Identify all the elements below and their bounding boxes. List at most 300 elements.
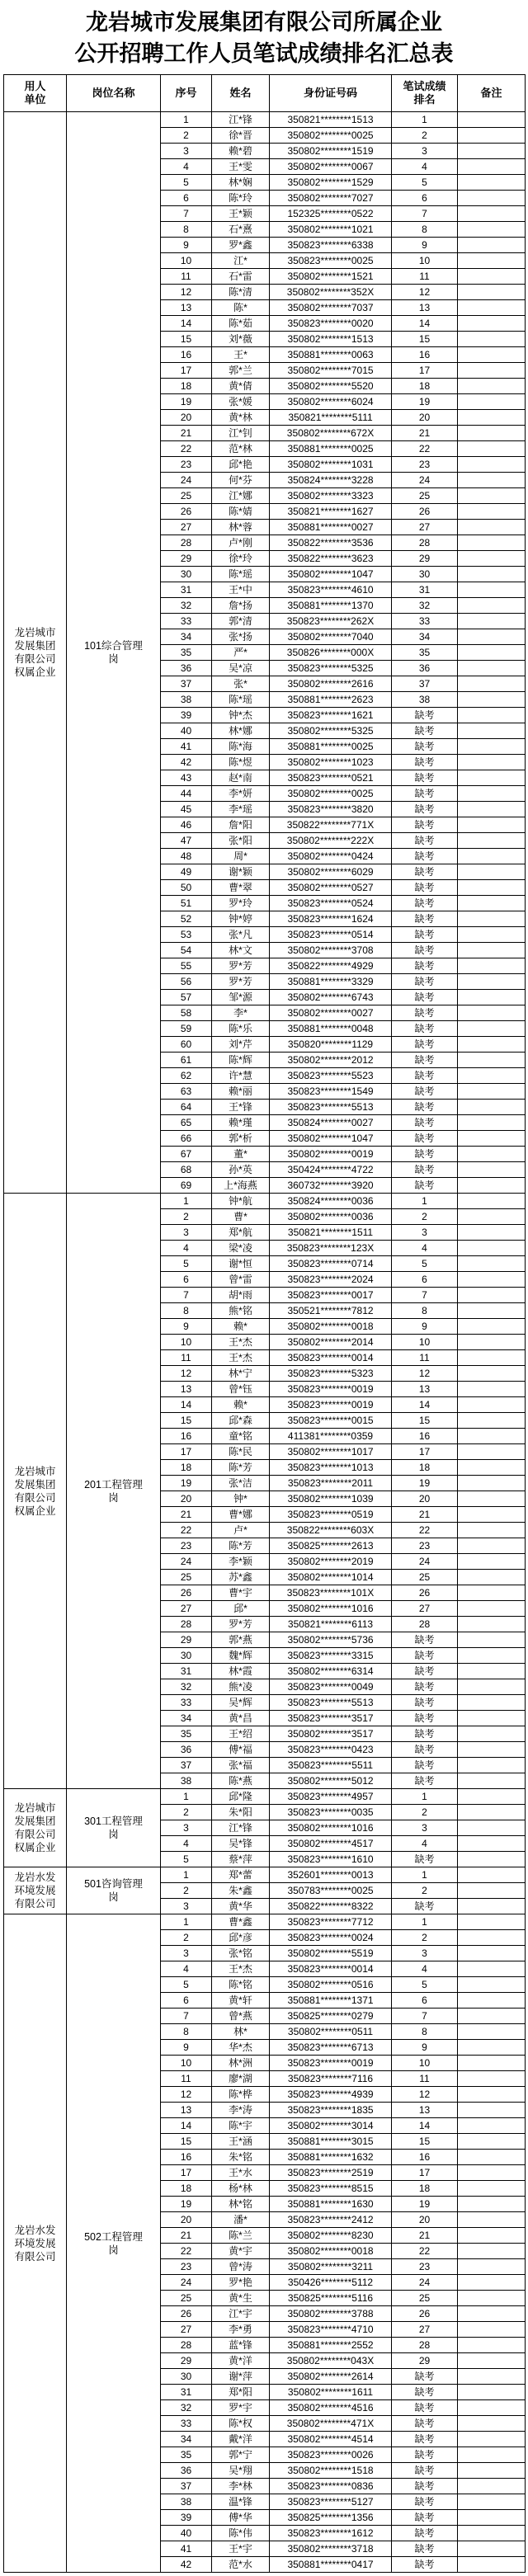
id-cell: 350823********2412 — [270, 2212, 392, 2228]
seq-cell: 19 — [161, 394, 212, 410]
name-cell: 陈*兰 — [212, 2228, 270, 2244]
id-cell: 350802********0036 — [270, 1209, 392, 1225]
rank-cell: 35 — [392, 645, 458, 661]
name-cell: 上*海燕 — [212, 1178, 270, 1194]
name-cell: 陈*芳 — [212, 1460, 270, 1476]
id-cell: 350802********2614 — [270, 2369, 392, 2385]
rank-cell: 缺考 — [392, 2463, 458, 2479]
seq-cell: 54 — [161, 943, 212, 958]
remark-cell — [458, 1241, 526, 1256]
name-cell: 吴*辉 — [212, 1695, 270, 1711]
rank-cell: 21 — [392, 426, 458, 441]
seq-cell: 35 — [161, 1726, 212, 1742]
name-cell: 钟* — [212, 1491, 270, 1507]
id-cell: 152325********0522 — [270, 206, 392, 222]
remark-cell — [458, 661, 526, 676]
id-cell: 350823********7712 — [270, 1914, 392, 1930]
id-cell: 350802********0018 — [270, 1319, 392, 1335]
name-cell: 吴*翔 — [212, 2463, 270, 2479]
remark-cell — [458, 2447, 526, 2463]
remark-cell — [458, 1899, 526, 1914]
rank-cell: 15 — [392, 1413, 458, 1429]
rank-cell: 缺考 — [392, 1084, 458, 1100]
seq-cell: 25 — [161, 2291, 212, 2306]
remark-cell — [458, 394, 526, 410]
rank-cell: 缺考 — [392, 1773, 458, 1789]
seq-cell: 20 — [161, 410, 212, 426]
remark-cell — [458, 551, 526, 567]
name-cell: 周* — [212, 849, 270, 864]
remark-cell — [458, 864, 526, 880]
seq-cell: 66 — [161, 1131, 212, 1147]
rank-cell: 1 — [392, 112, 458, 128]
seq-cell: 25 — [161, 1570, 212, 1585]
rank-cell: 缺考 — [392, 896, 458, 911]
rank-cell: 8 — [392, 2024, 458, 2040]
id-cell: 350823********0024 — [270, 1930, 392, 1946]
seq-cell: 8 — [161, 222, 212, 238]
remark-cell — [458, 629, 526, 645]
name-cell: 钟*杰 — [212, 708, 270, 723]
seq-cell: 41 — [161, 2541, 212, 2557]
name-cell: 王*杰 — [212, 1350, 270, 1366]
seq-cell: 51 — [161, 896, 212, 911]
seq-cell: 27 — [161, 2322, 212, 2338]
name-cell: 谢*颖 — [212, 864, 270, 880]
name-cell: 王*宇 — [212, 2541, 270, 2557]
id-cell: 350783********0025 — [270, 1883, 392, 1899]
name-cell: 曹*宇 — [212, 1585, 270, 1601]
id-cell: 350823********0019 — [270, 2056, 392, 2071]
remark-cell — [458, 191, 526, 206]
seq-cell: 38 — [161, 2494, 212, 2510]
remark-cell — [458, 958, 526, 974]
rank-cell: 12 — [392, 2087, 458, 2103]
seq-cell: 5 — [161, 1977, 212, 1993]
name-cell: 曹*娜 — [212, 1507, 270, 1523]
remark-cell — [458, 2432, 526, 2447]
remark-cell — [458, 410, 526, 426]
seq-cell: 2 — [161, 1209, 212, 1225]
remark-cell — [458, 2024, 526, 2040]
header-unit — [4, 75, 67, 112]
seq-cell: 2 — [161, 1805, 212, 1820]
name-cell: 张*扬 — [212, 629, 270, 645]
id-cell: 350802********0067 — [270, 159, 392, 175]
name-cell: 朱*铭 — [212, 2150, 270, 2165]
name-cell: 范*林 — [212, 441, 270, 457]
remark-cell — [458, 1789, 526, 1805]
name-cell: 林*娜 — [212, 723, 270, 739]
seq-cell: 42 — [161, 2557, 212, 2573]
remark-cell — [458, 911, 526, 927]
remark-cell — [458, 2212, 526, 2228]
name-cell: 罗*芳 — [212, 1617, 270, 1632]
seq-cell: 50 — [161, 880, 212, 896]
remark-cell — [458, 1194, 526, 1209]
post-label: 501咨询管理岗 — [84, 1878, 143, 1903]
seq-cell: 2 — [161, 1883, 212, 1899]
name-cell: 林*洲 — [212, 2056, 270, 2071]
id-cell: 350823********5325 — [270, 661, 392, 676]
remark-cell — [458, 2103, 526, 2118]
id-cell: 350802********2616 — [270, 676, 392, 692]
name-cell: 曾*雷 — [212, 1272, 270, 1288]
seq-cell: 14 — [161, 316, 212, 332]
rank-cell: 缺考 — [392, 2479, 458, 2494]
name-cell: 陈*瑶 — [212, 692, 270, 708]
id-cell: 350802********1031 — [270, 457, 392, 473]
rank-cell: 18 — [392, 2181, 458, 2197]
id-cell: 350802********5519 — [270, 1946, 392, 1961]
name-cell: 江*锋 — [212, 112, 270, 128]
header-name-label: 姓名 — [229, 87, 252, 99]
header-remark — [458, 75, 526, 112]
rank-cell: 22 — [392, 2244, 458, 2259]
seq-cell: 68 — [161, 1162, 212, 1178]
seq-cell: 21 — [161, 426, 212, 441]
remark-cell — [458, 1914, 526, 1930]
remark-cell — [458, 1491, 526, 1507]
seq-cell: 14 — [161, 2118, 212, 2134]
seq-cell: 53 — [161, 927, 212, 943]
remark-cell — [458, 1131, 526, 1147]
id-cell: 350822********3623 — [270, 551, 392, 567]
name-cell: 邱*艳 — [212, 457, 270, 473]
rank-cell: 3 — [392, 144, 458, 159]
rank-cell: 27 — [392, 2322, 458, 2338]
remark-cell — [458, 363, 526, 379]
seq-cell: 26 — [161, 504, 212, 520]
rank-cell: 缺考 — [392, 1726, 458, 1742]
remark-cell — [458, 1883, 526, 1899]
name-cell: 林*文 — [212, 943, 270, 958]
id-cell: 350823********5513 — [270, 1695, 392, 1711]
name-cell: 曹*翠 — [212, 880, 270, 896]
id-cell: 350825********0279 — [270, 2009, 392, 2024]
name-cell: 孙*英 — [212, 1162, 270, 1178]
remark-cell — [458, 817, 526, 833]
id-cell: 350802********8230 — [270, 2228, 392, 2244]
name-cell: 林*霞 — [212, 1664, 270, 1679]
seq-cell: 4 — [161, 1241, 212, 1256]
seq-cell: 28 — [161, 2338, 212, 2353]
remark-cell — [458, 2322, 526, 2338]
rank-cell: 38 — [392, 692, 458, 708]
id-cell: 350802********1021 — [270, 222, 392, 238]
id-cell: 350802********0027 — [270, 1005, 392, 1021]
seq-cell: 47 — [161, 833, 212, 849]
remark-cell — [458, 2510, 526, 2526]
rank-cell: 缺考 — [392, 2541, 458, 2557]
rank-cell: 24 — [392, 473, 458, 488]
seq-cell: 27 — [161, 520, 212, 535]
rank-cell: 16 — [392, 347, 458, 363]
id-cell: 350823********0521 — [270, 770, 392, 786]
id-cell: 350802********6029 — [270, 864, 392, 880]
remark-cell — [458, 1429, 526, 1444]
unit-cell — [4, 1914, 67, 2573]
name-cell: 郑*蕾 — [212, 1867, 270, 1883]
seq-cell: 3 — [161, 1946, 212, 1961]
id-cell: 350802********5520 — [270, 379, 392, 394]
rank-cell: 30 — [392, 567, 458, 582]
id-cell: 350802********7015 — [270, 363, 392, 379]
name-cell: 郑*航 — [212, 1225, 270, 1241]
name-cell: 梁*凌 — [212, 1241, 270, 1256]
seq-cell: 21 — [161, 1507, 212, 1523]
name-cell: 邱*彦 — [212, 1930, 270, 1946]
title-line-1: 龙岩城市发展集团有限公司所属企业 — [86, 10, 442, 35]
id-cell: 350823********0015 — [270, 1413, 392, 1429]
rank-cell: 缺考 — [392, 849, 458, 864]
id-cell: 350802********7027 — [270, 191, 392, 206]
id-cell: 350823********0025 — [270, 253, 392, 269]
seq-cell: 36 — [161, 2463, 212, 2479]
unit-label: 龙岩城市发展集团有限公司权属企业 — [14, 1465, 56, 1517]
seq-cell: 52 — [161, 911, 212, 927]
rank-cell: 4 — [392, 159, 458, 175]
seq-cell: 43 — [161, 770, 212, 786]
rank-cell: 缺考 — [392, 723, 458, 739]
seq-cell: 59 — [161, 1021, 212, 1037]
id-cell: 350822********8322 — [270, 1899, 392, 1914]
seq-cell: 57 — [161, 990, 212, 1005]
name-cell: 张* — [212, 676, 270, 692]
seq-cell: 27 — [161, 1601, 212, 1617]
rank-cell: 缺考 — [392, 1899, 458, 1914]
rank-cell: 31 — [392, 582, 458, 598]
id-cell: 350823********2519 — [270, 2165, 392, 2181]
seq-cell: 17 — [161, 363, 212, 379]
remark-cell — [458, 1617, 526, 1632]
name-cell: 王*绍 — [212, 1726, 270, 1742]
name-cell: 罗*宇 — [212, 2400, 270, 2416]
seq-cell: 29 — [161, 551, 212, 567]
remark-cell — [458, 1147, 526, 1162]
title-line-2: 公开招聘工作人员笔试成绩排名汇总表 — [74, 41, 454, 66]
header-remark-label: 备注 — [480, 87, 502, 99]
remark-cell — [458, 2071, 526, 2087]
rank-cell: 13 — [392, 300, 458, 316]
remark-cell — [458, 1444, 526, 1460]
remark-cell — [458, 2385, 526, 2400]
name-cell: 李* — [212, 1005, 270, 1021]
rank-cell: 缺考 — [392, 958, 458, 974]
unit-cell — [4, 112, 67, 1194]
name-cell: 陈*瑶 — [212, 567, 270, 582]
remark-cell — [458, 1664, 526, 1679]
rank-cell: 18 — [392, 1460, 458, 1476]
id-cell: 350881********0063 — [270, 347, 392, 363]
rank-cell: 缺考 — [392, 833, 458, 849]
remark-cell — [458, 1335, 526, 1350]
seq-cell: 15 — [161, 1413, 212, 1429]
id-cell: 350521********7812 — [270, 1303, 392, 1319]
remark-cell — [458, 1397, 526, 1413]
remark-cell — [458, 1679, 526, 1695]
id-cell: 350823********7116 — [270, 2071, 392, 2087]
seq-cell: 4 — [161, 1961, 212, 1977]
seq-cell: 36 — [161, 661, 212, 676]
seq-cell: 63 — [161, 1084, 212, 1100]
post-label: 301工程管理岗 — [84, 1815, 143, 1840]
rank-cell: 缺考 — [392, 864, 458, 880]
seq-cell: 22 — [161, 441, 212, 457]
rank-cell: 20 — [392, 410, 458, 426]
rank-cell: 13 — [392, 2103, 458, 2118]
seq-cell: 1 — [161, 112, 212, 128]
seq-cell: 35 — [161, 645, 212, 661]
rank-cell: 缺考 — [392, 974, 458, 990]
remark-cell — [458, 300, 526, 316]
seq-cell: 21 — [161, 2228, 212, 2244]
rank-cell: 21 — [392, 1507, 458, 1523]
id-cell: 350802********7040 — [270, 629, 392, 645]
seq-cell: 16 — [161, 1429, 212, 1444]
id-cell: 350821********1627 — [270, 504, 392, 520]
seq-cell: 32 — [161, 2400, 212, 2416]
name-cell: 刘*芹 — [212, 1037, 270, 1053]
id-cell: 350802********0019 — [270, 1147, 392, 1162]
remark-cell — [458, 896, 526, 911]
remark-cell — [458, 974, 526, 990]
seq-cell: 3 — [161, 1820, 212, 1836]
remark-cell — [458, 1507, 526, 1523]
header-name — [212, 75, 270, 112]
id-cell: 350823********4610 — [270, 582, 392, 598]
name-cell: 郭*燕 — [212, 1632, 270, 1648]
id-cell: 350802********043X — [270, 2353, 392, 2369]
id-cell: 350823********0836 — [270, 2479, 392, 2494]
unit-label: 龙岩城市发展集团有限公司权属企业 — [14, 1802, 56, 1853]
rank-cell: 3 — [392, 1946, 458, 1961]
remark-cell — [458, 2259, 526, 2275]
remark-cell — [458, 802, 526, 817]
id-cell: 350802********1611 — [270, 2385, 392, 2400]
name-cell: 王*雯 — [212, 159, 270, 175]
post-label: 101综合管理岗 — [84, 640, 143, 665]
seq-cell: 46 — [161, 817, 212, 833]
rank-cell: 缺考 — [392, 2369, 458, 2385]
name-cell: 钟*婷 — [212, 911, 270, 927]
rank-cell: 缺考 — [392, 2447, 458, 2463]
remark-cell — [458, 1836, 526, 1852]
rank-cell: 缺考 — [392, 786, 458, 802]
name-cell: 温*锋 — [212, 2494, 270, 2510]
name-cell: 李*颖 — [212, 1554, 270, 1570]
id-cell: 350802********5012 — [270, 1773, 392, 1789]
rank-cell: 37 — [392, 676, 458, 692]
rank-cell: 19 — [392, 394, 458, 410]
id-cell: 350802********4514 — [270, 2432, 392, 2447]
id-cell: 350823********5511 — [270, 1758, 392, 1773]
id-cell: 350802********1513 — [270, 332, 392, 347]
id-cell: 350823********101X — [270, 1585, 392, 1601]
name-cell: 林*蓉 — [212, 520, 270, 535]
rank-cell: 10 — [392, 1335, 458, 1350]
header-seq-label: 序号 — [175, 87, 197, 99]
name-cell: 曾*燕 — [212, 2009, 270, 2024]
name-cell: 陈*煜 — [212, 755, 270, 770]
seq-cell: 4 — [161, 159, 212, 175]
id-cell: 350823********0049 — [270, 1679, 392, 1695]
id-cell: 350881********3329 — [270, 974, 392, 990]
name-cell: 陈*芳 — [212, 1538, 270, 1554]
remark-cell — [458, 159, 526, 175]
name-cell: 黄*生 — [212, 2291, 270, 2306]
remark-cell — [458, 2134, 526, 2150]
name-cell: 陈*桦 — [212, 2087, 270, 2103]
name-cell: 曾*钰 — [212, 1382, 270, 1397]
id-cell: 350823********3820 — [270, 802, 392, 817]
remark-cell — [458, 567, 526, 582]
name-cell: 陈*权 — [212, 2416, 270, 2432]
seq-cell: 28 — [161, 1617, 212, 1632]
id-cell: 350821********1511 — [270, 1225, 392, 1241]
id-cell: 350823********8515 — [270, 2181, 392, 2197]
remark-cell — [458, 347, 526, 363]
rank-cell: 10 — [392, 2056, 458, 2071]
rank-cell: 3 — [392, 1225, 458, 1241]
id-cell: 350802********3708 — [270, 943, 392, 958]
name-cell: 吴*凉 — [212, 661, 270, 676]
name-cell: 罗*芳 — [212, 958, 270, 974]
remark-cell — [458, 457, 526, 473]
remark-cell — [458, 2369, 526, 2385]
name-cell: 朱*阳 — [212, 1805, 270, 1820]
id-cell: 350802********0516 — [270, 1977, 392, 1993]
seq-cell: 2 — [161, 128, 212, 144]
remark-cell — [458, 2479, 526, 2494]
id-cell: 360732********3920 — [270, 1178, 392, 1194]
name-cell: 赖* — [212, 1319, 270, 1335]
seq-cell: 28 — [161, 535, 212, 551]
remark-cell — [458, 2416, 526, 2432]
name-cell: 李*勇 — [212, 2322, 270, 2338]
name-cell: 陈*辉 — [212, 1053, 270, 1068]
remark-cell — [458, 1538, 526, 1554]
seq-cell: 1 — [161, 1194, 212, 1209]
id-cell: 350881********1630 — [270, 2197, 392, 2212]
remark-cell — [458, 598, 526, 614]
rank-cell: 缺考 — [392, 1758, 458, 1773]
remark-cell — [458, 1100, 526, 1115]
name-cell: 朱*鑫 — [212, 1883, 270, 1899]
name-cell: 杨*林 — [212, 2181, 270, 2197]
remark-cell — [458, 488, 526, 504]
id-cell: 350802********0511 — [270, 2024, 392, 2040]
id-cell: 350881********1632 — [270, 2150, 392, 2165]
name-cell: 赖*丽 — [212, 1084, 270, 1100]
rank-cell: 17 — [392, 1444, 458, 1460]
id-cell: 350823********4957 — [270, 1789, 392, 1805]
rank-cell: 29 — [392, 551, 458, 567]
seq-cell: 2 — [161, 1930, 212, 1946]
seq-cell: 62 — [161, 1068, 212, 1084]
id-cell: 350802********3211 — [270, 2259, 392, 2275]
id-cell: 350802********5736 — [270, 1632, 392, 1648]
id-cell: 350823********0519 — [270, 1507, 392, 1523]
remark-cell — [458, 1037, 526, 1053]
document-title — [0, 7, 528, 69]
name-cell: 李*涛 — [212, 2103, 270, 2118]
rank-cell: 6 — [392, 1993, 458, 2009]
id-cell: 350802********1521 — [270, 269, 392, 285]
remark-cell — [458, 1366, 526, 1382]
id-cell: 350823********0014 — [270, 1350, 392, 1366]
rank-cell: 缺考 — [392, 1711, 458, 1726]
